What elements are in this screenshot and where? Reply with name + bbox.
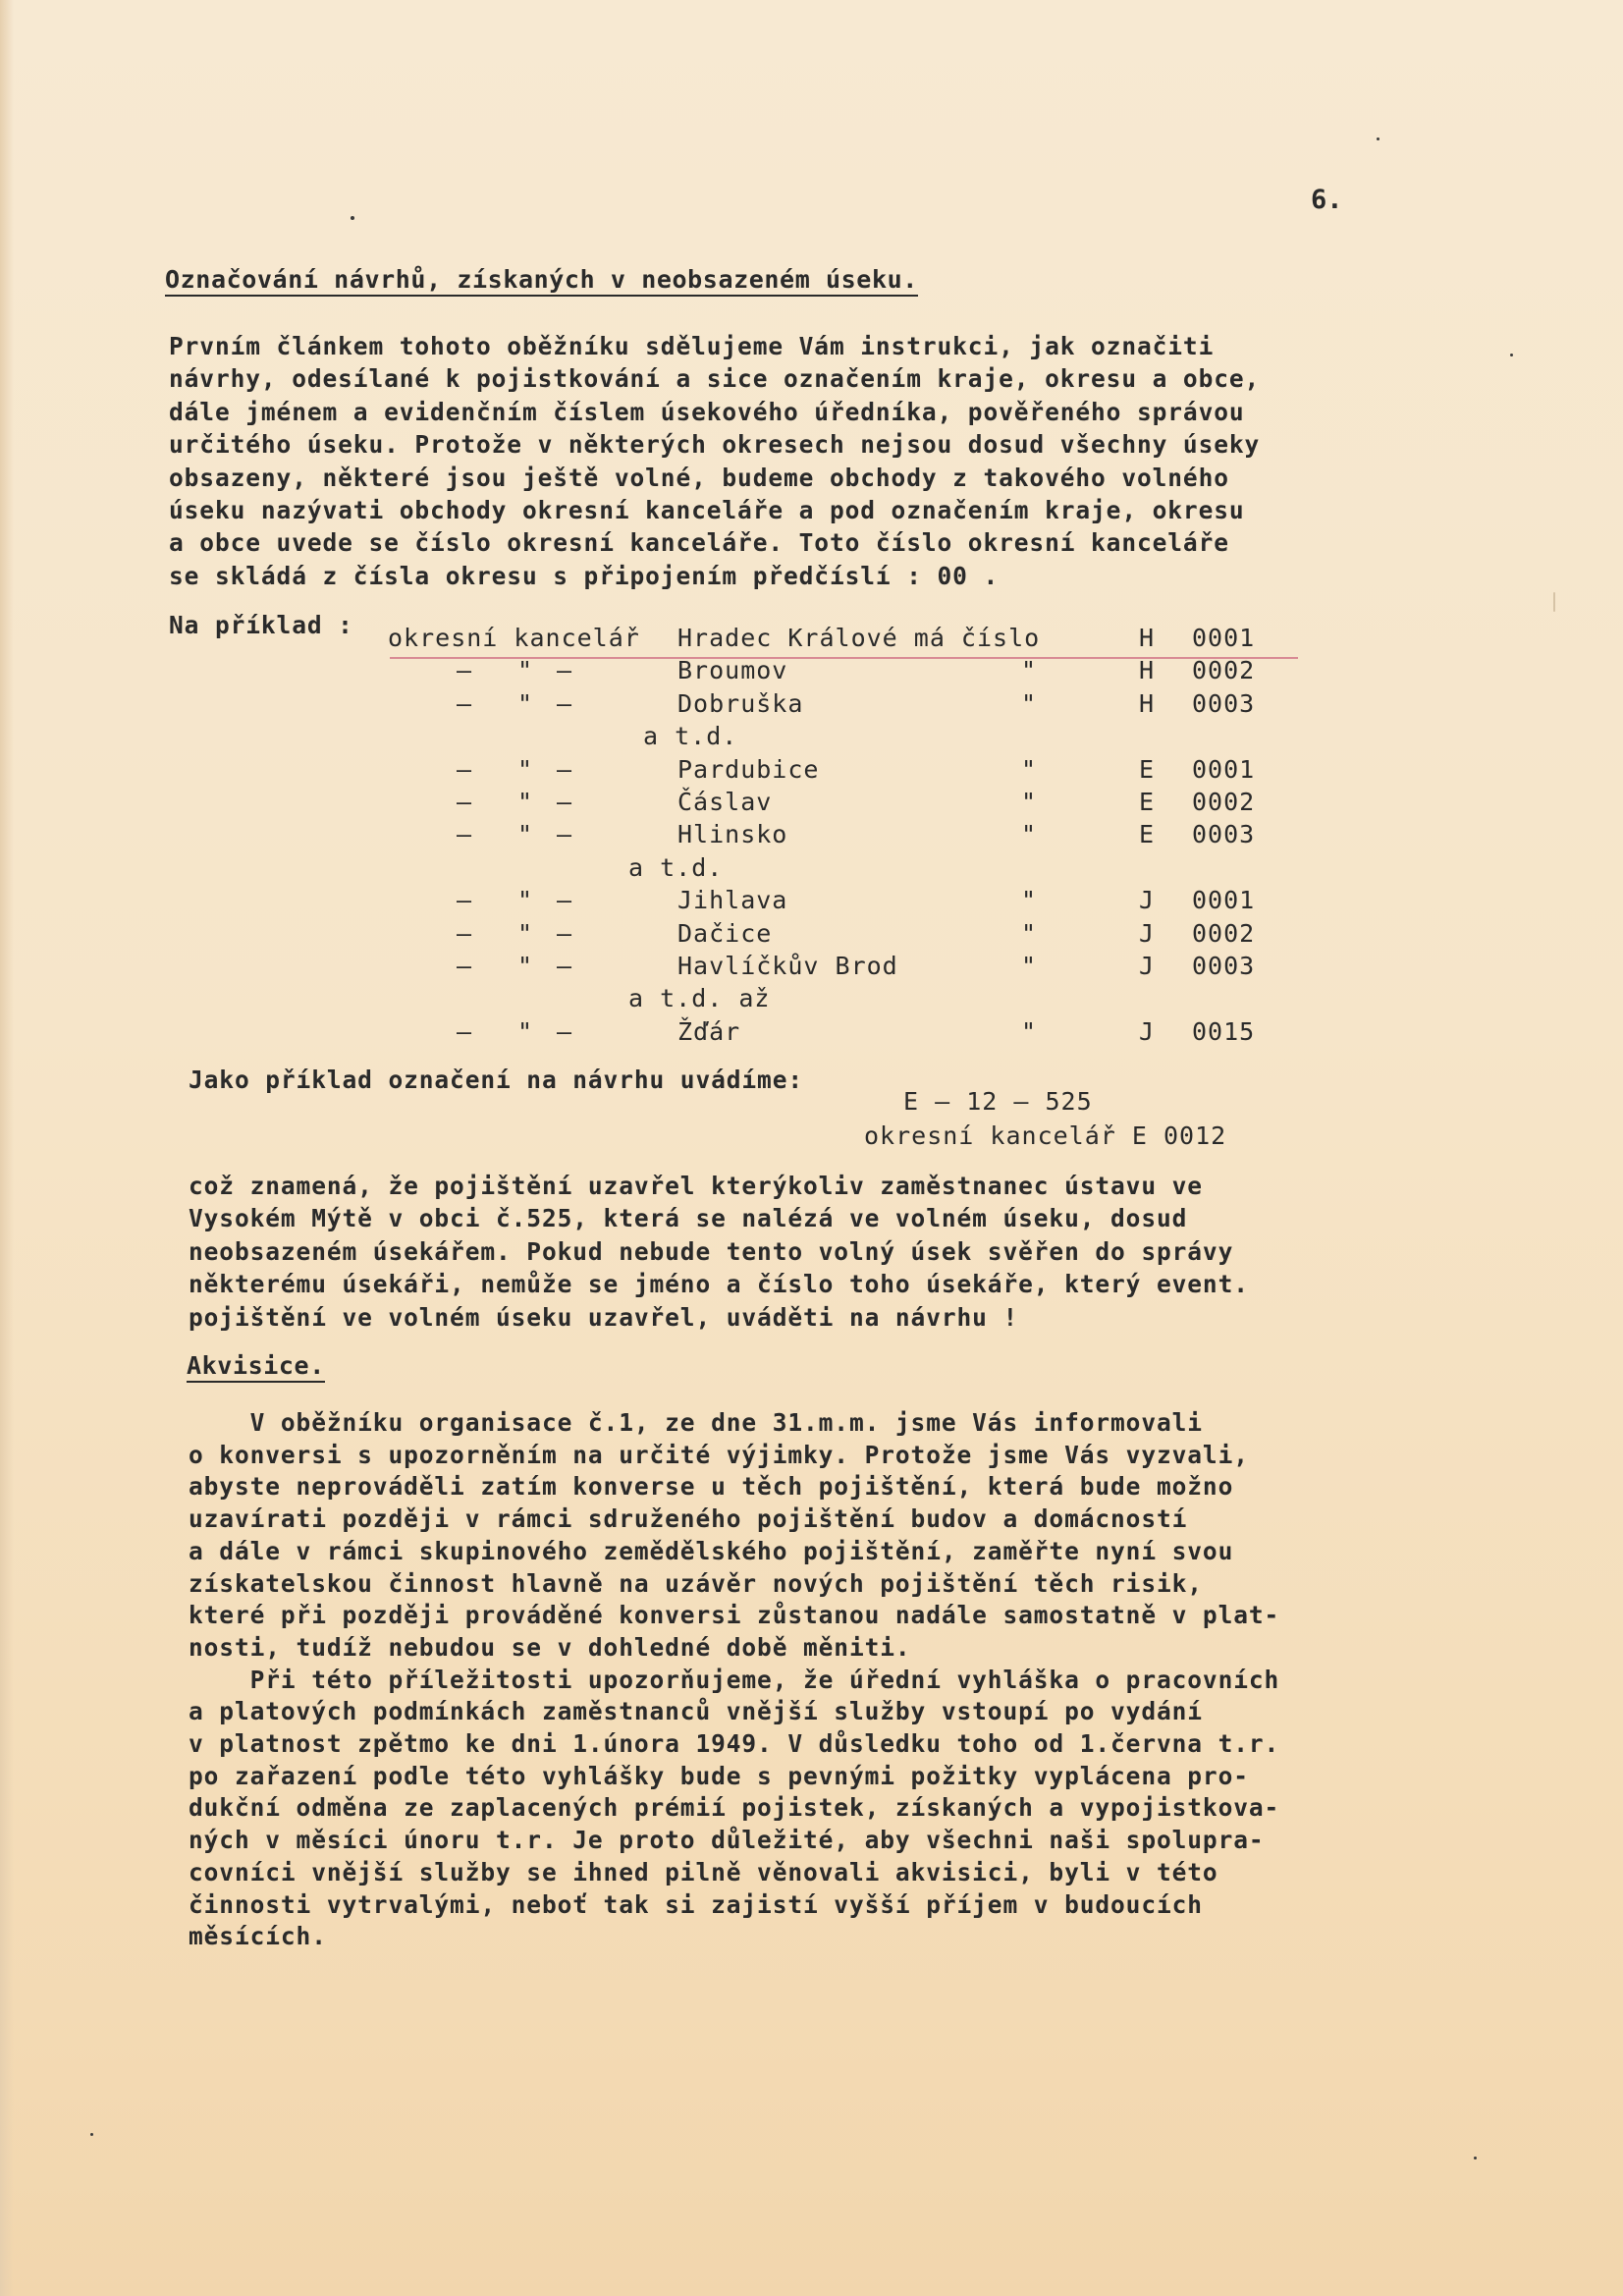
marking-example-label: Jako příklad označení na návrhu uvádíme:: [189, 1066, 804, 1094]
acquisition-paragraph: V oběžníku organisace č.1, ze dne 31.m.m. jsme Vás informovali o konversi s upozorněním na určité výjimky. Protože jsme Vás vyzvali, abyste neprováděli zatím konverse u těch pojištění, která bude možno uzavírati později v rámci sdruženého pojištění budov a domácností a dále v rámci skupinového zemědělského pojištění, zaměřte nyní svou získatelskou činnost hlavně na uzávěr nových pojištění těch risik, které při později prováděné konversi zůstanou nadále samostatně v plat- nosti, tudíž nebudou se v dohledné době měniti. Při této příležitosti upozorňujeme, že úřední vyhláška o pracovních a platových podmínkách zaměstnanců vnější služby vstoupí po vydání v platnost zpětmo ke dni 1.února 1949. V důsledku toho od 1.června t.r. po zařazení podle této vyhlášky bude s pevnými požitky vyplácena pro- dukční odměna ze zaplacených prémií pojistek, získaných a vypojistkova- ných v měsíci únoru t.r. Je proto důležité, aby všechni naši spolupra- covníci vnější služby se ihned pilně věnovali akvisici, byli v této činnosti vytrvalými, neboť tak si zajistí vyšší příjem v budoucích měsících.: [189, 1408, 1280, 1951]
region-letter: E: [1139, 754, 1156, 784]
region-letter: J: [1139, 952, 1156, 980]
office-name: Jihlava: [677, 886, 788, 915]
region-letter: H: [1139, 656, 1156, 685]
ditto-mark: ": [517, 788, 534, 816]
ditto-mark: ": [1021, 886, 1038, 915]
ditto-mark: ": [1021, 754, 1038, 784]
office-number: 0002: [1192, 788, 1256, 816]
ditto-dash: –: [457, 952, 473, 980]
section-heading-proposals: Označování návrhů, získaných v neobsazeném úseku.: [165, 265, 918, 297]
etc-line: a t.d.: [628, 852, 724, 882]
paper-edge-shadow: [0, 0, 14, 2296]
ditto-mark: ": [517, 656, 534, 685]
office-name: Havlíčkův Brod: [677, 952, 898, 980]
office-number: 0015: [1192, 1016, 1256, 1046]
paper-speck: [1510, 354, 1513, 356]
ditto-dash: –: [457, 656, 473, 685]
ditto-dash: –: [557, 918, 573, 948]
ditto-mark: ": [517, 688, 534, 718]
marking-example-code: E – 12 – 525: [903, 1087, 1093, 1116]
paper-speck: [351, 216, 354, 220]
ditto-dash: –: [457, 886, 473, 915]
paper-speck: [1474, 2157, 1477, 2159]
ditto-dash: –: [557, 788, 573, 816]
ditto-mark: ": [517, 754, 534, 784]
region-letter: J: [1139, 1016, 1156, 1046]
ditto-mark: ": [517, 886, 534, 915]
region-letter: H: [1139, 688, 1156, 718]
office-prefix: okresní kancelář: [388, 624, 640, 652]
ditto-mark: ": [1021, 656, 1038, 685]
office-number: 0003: [1192, 952, 1256, 980]
paper-speck: [1377, 137, 1380, 140]
office-number: 0003: [1192, 820, 1256, 849]
marking-example-office: okresní kancelář E 0012: [864, 1121, 1227, 1150]
ditto-mark: ": [1021, 1016, 1038, 1046]
office-name: Hradec Králové má číslo: [677, 624, 1041, 652]
region-letter: E: [1139, 820, 1156, 849]
example-label: Na příklad :: [169, 611, 353, 639]
ditto-mark: ": [517, 820, 534, 849]
ditto-mark: ": [517, 952, 534, 980]
ditto-dash: –: [557, 656, 573, 685]
ditto-dash: –: [457, 788, 473, 816]
office-name: Dačice: [677, 918, 773, 948]
section-heading-acquisition: Akvisice.: [187, 1351, 325, 1383]
office-name: Žďár: [677, 1016, 741, 1046]
ditto-mark: ": [1021, 788, 1038, 816]
etc-line: a t.d.: [643, 722, 738, 751]
etc-line: a t.d. až: [628, 984, 771, 1013]
office-number: 0001: [1192, 754, 1256, 784]
paper-speck: [90, 2133, 93, 2136]
ditto-dash: –: [457, 1016, 473, 1046]
ditto-dash: –: [557, 688, 573, 718]
region-letter: J: [1139, 886, 1156, 915]
ditto-mark: ": [1021, 952, 1038, 980]
ditto-dash: –: [457, 918, 473, 948]
page-number: 6.: [1311, 185, 1343, 215]
ditto-dash: –: [457, 820, 473, 849]
ditto-mark: ": [1021, 688, 1038, 718]
explanation-paragraph: což znamená, že pojištění uzavřel kterýkoliv zaměstnanec ústavu ve Vysokém Mýtě v obci č.525, která se nalézá ve volném úseku, dosud neobsazeném úsekářem. Pokud nebude tento volný úsek svěřen do správy některému úsekáři, nemůže se jméno a číslo toho úsekáře, který event. pojištění ve volném úseku uzavřel, uváděti na návrhu !: [189, 1172, 1249, 1332]
office-number: 0002: [1192, 918, 1256, 948]
ditto-dash: –: [557, 754, 573, 784]
office-number: 0003: [1192, 688, 1256, 718]
ditto-dash: –: [557, 886, 573, 915]
office-name: Čáslav: [677, 788, 773, 816]
office-number: 0002: [1192, 656, 1256, 685]
paper-fold-mark: [1553, 592, 1555, 612]
office-number: 0001: [1192, 624, 1256, 652]
office-name: Broumov: [677, 656, 788, 685]
region-letter: E: [1139, 788, 1156, 816]
ditto-dash: –: [457, 754, 473, 784]
ditto-dash: –: [457, 688, 473, 718]
office-name: Dobruška: [677, 688, 804, 718]
region-letter: H: [1139, 624, 1156, 652]
office-number: 0001: [1192, 886, 1256, 915]
office-name: Pardubice: [677, 754, 820, 784]
ditto-dash: –: [557, 952, 573, 980]
intro-paragraph: Prvním článkem tohoto oběžníku sdělujeme Vám instrukci, jak označiti návrhy, odesílané k pojistkování a sice označením kraje, okresu a obce, dále jménem a evidenčním číslem úsekového úředníka, pověřeného správou určitého úseku. Protože v některých okresech nejsou dosud všechny úseky obsazeny, některé jsou ještě volné, budeme obchody z takového volného úseku nazývati obchody okresní kanceláře a pod označením kraje, okresu a obce uvede se číslo okresní kanceláře. Toto číslo okresní kanceláře se skládá z čísla okresu s připojením předčíslí : 00 .: [169, 332, 1261, 590]
ditto-dash: –: [557, 1016, 573, 1046]
ditto-mark: ": [517, 918, 534, 948]
ditto-dash: –: [557, 820, 573, 849]
ditto-mark: ": [1021, 820, 1038, 849]
office-name: Hlinsko: [677, 820, 788, 849]
ditto-mark: ": [1021, 918, 1038, 948]
region-letter: J: [1139, 918, 1156, 948]
ditto-mark: ": [517, 1016, 534, 1046]
